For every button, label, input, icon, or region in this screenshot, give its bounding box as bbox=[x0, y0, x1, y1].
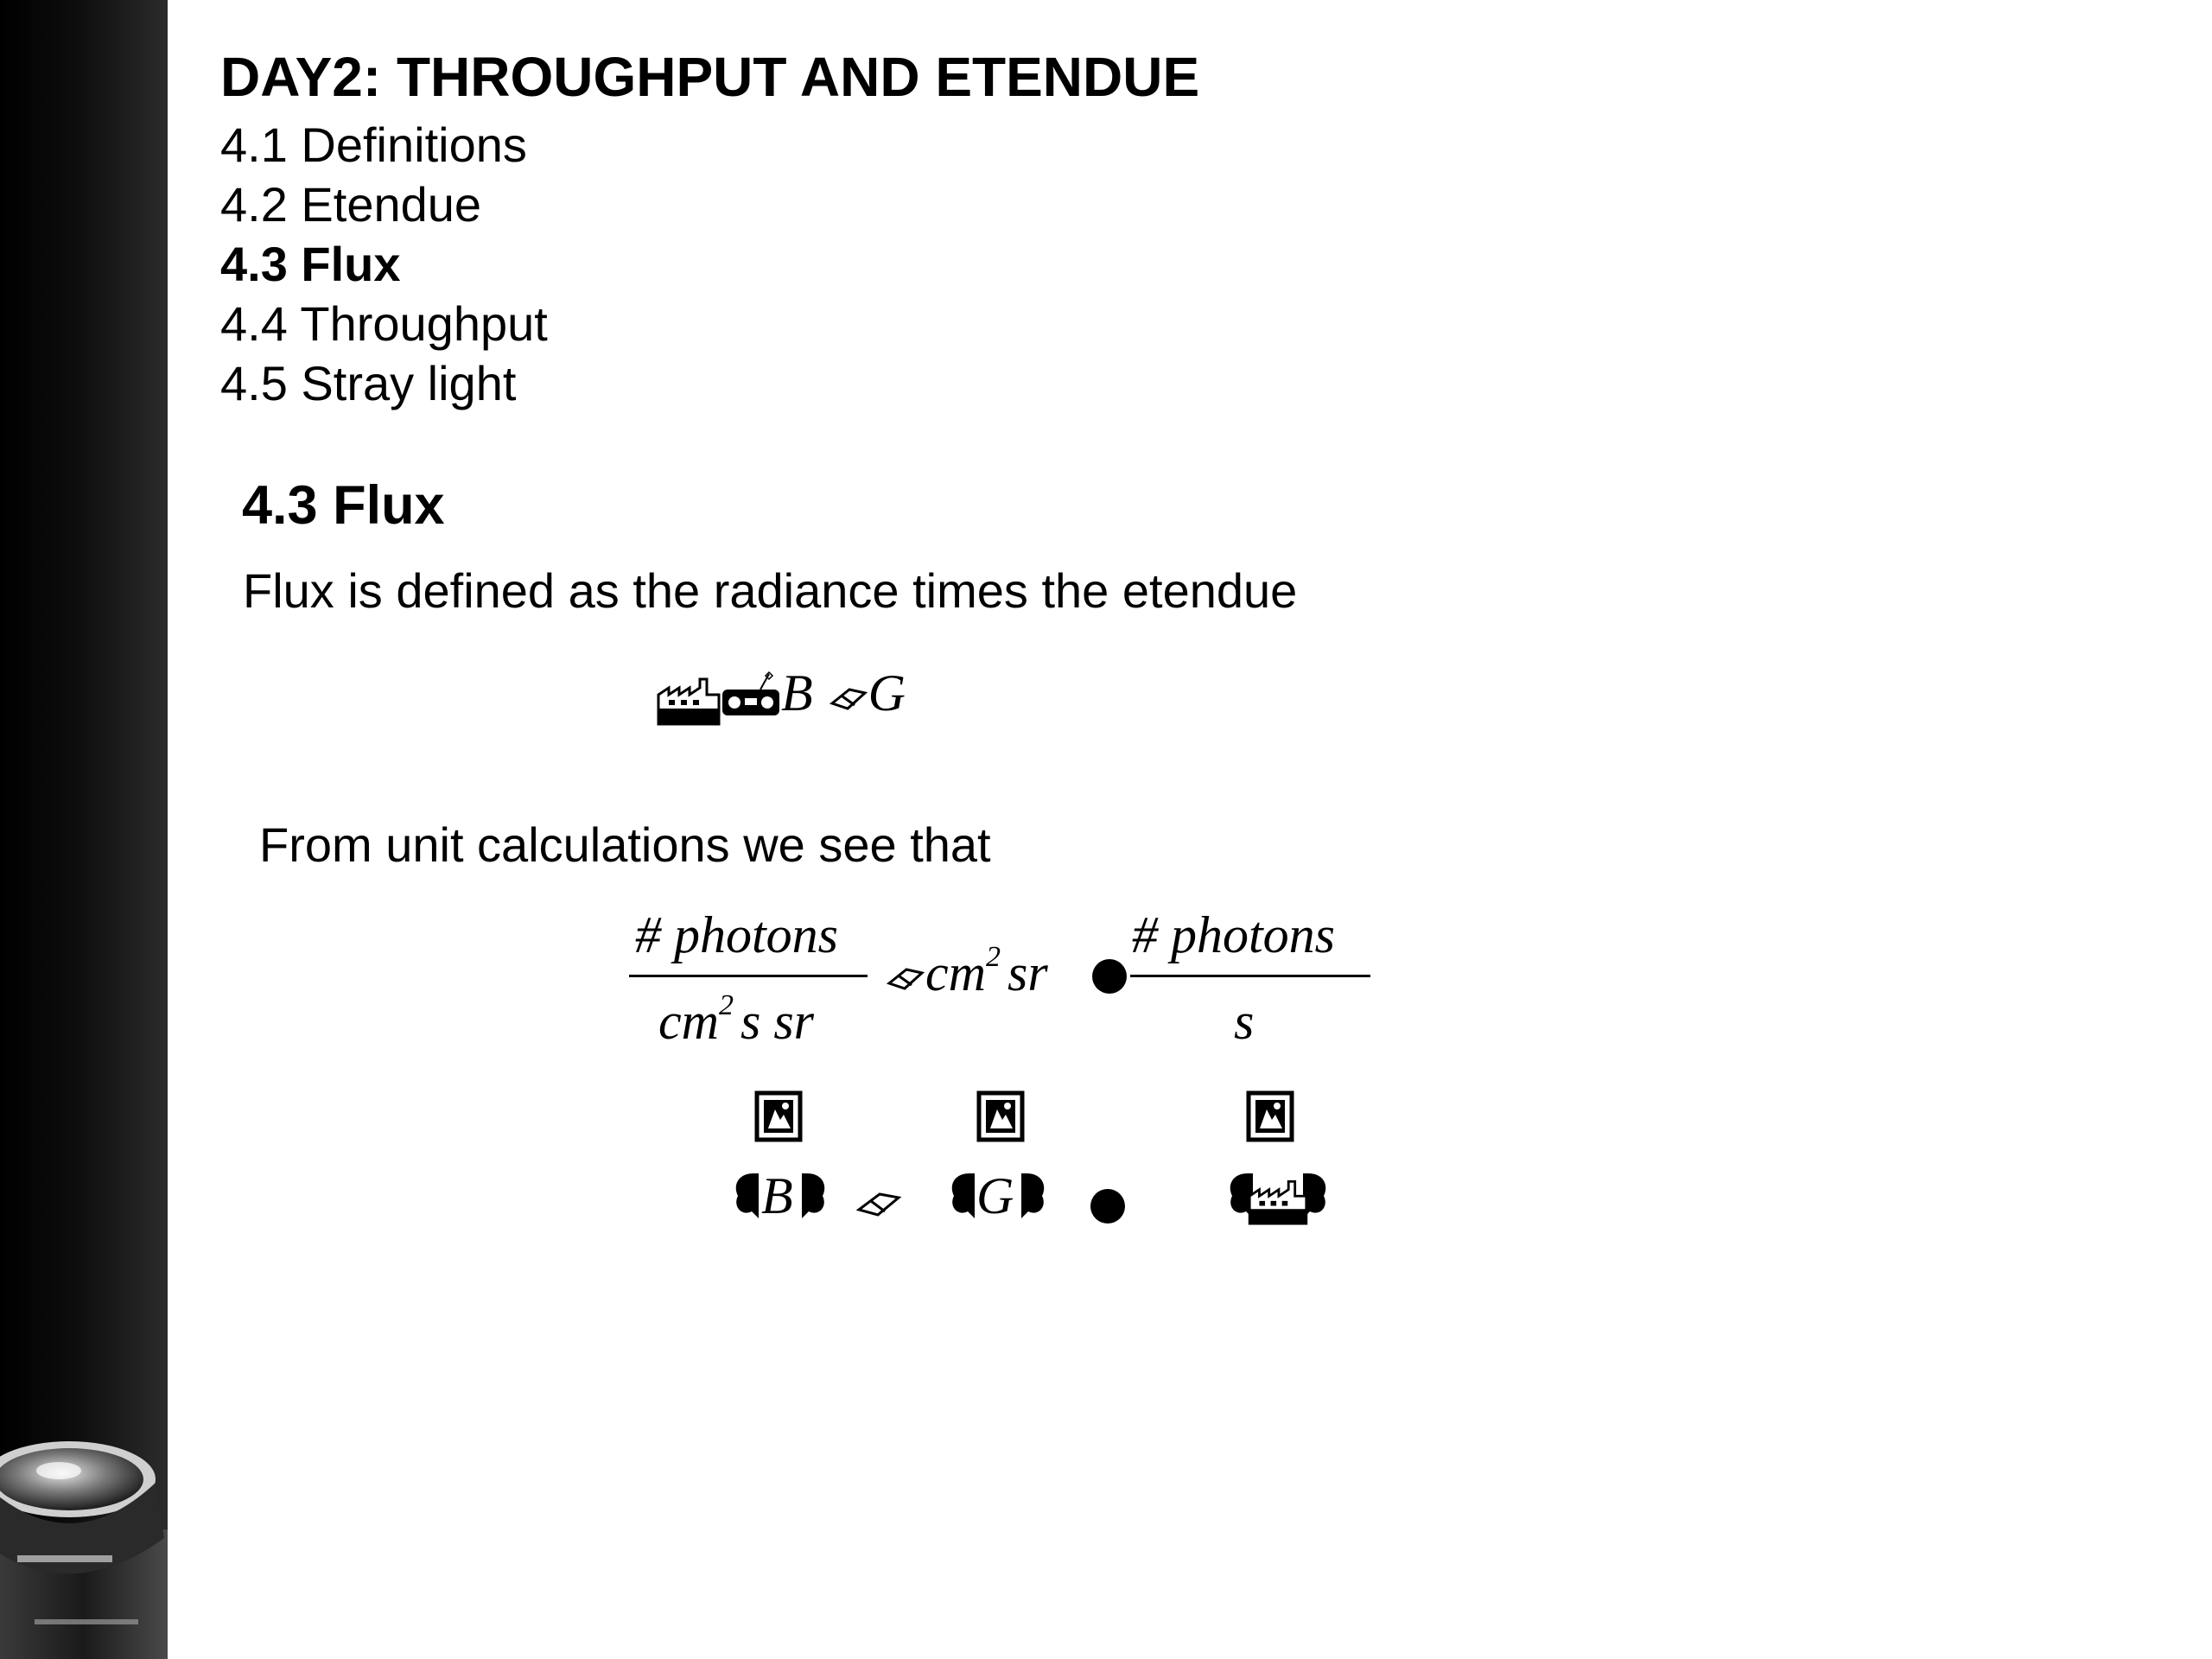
right-denominator: s bbox=[1234, 993, 1255, 1050]
var-g: G bbox=[868, 664, 906, 721]
left-fraction-bar bbox=[629, 975, 868, 977]
flux-equation bbox=[657, 664, 906, 733]
toc-item: 4.5 Stray light bbox=[220, 356, 517, 410]
table-of-contents bbox=[220, 118, 548, 416]
var-b: B bbox=[761, 1167, 793, 1224]
right-numerator: # photons bbox=[1132, 906, 1336, 963]
unit-calculation-text: From unit calculations we see that bbox=[259, 817, 991, 872]
toc-item: 4.4 Throughput bbox=[220, 296, 548, 351]
left-numerator: # photons bbox=[635, 906, 839, 963]
multiply-icon bbox=[855, 1184, 904, 1224]
camera-lens-icon bbox=[0, 1434, 168, 1659]
var-b: B bbox=[781, 664, 813, 721]
multiply-icon bbox=[829, 681, 868, 715]
picture-frame-icon bbox=[976, 1090, 1025, 1142]
middle-term: $cm^2$ sr bbox=[886, 944, 1048, 1003]
slide-title: DAY2: THROUGHPUT AND ETENDUE bbox=[220, 46, 1200, 108]
picture-frame-icon bbox=[1246, 1090, 1294, 1142]
toc-item-current: 4.3 Flux bbox=[220, 237, 401, 291]
factory-icon bbox=[657, 671, 721, 726]
sidebar-gradient bbox=[0, 0, 168, 1659]
radio-icon bbox=[721, 671, 781, 726]
factory-icon bbox=[1248, 1173, 1308, 1225]
multiply-icon bbox=[886, 961, 925, 995]
picture-frame-icon bbox=[754, 1090, 803, 1142]
definition-text: Flux is defined as the radiance times the etendue bbox=[243, 563, 1298, 618]
toc-item: 4.2 Etendue bbox=[220, 177, 482, 232]
left-denominator: $cm^2$ s sr bbox=[658, 989, 815, 1050]
right-fraction-bar bbox=[1130, 975, 1370, 977]
dot-icon bbox=[1090, 1189, 1125, 1224]
var-g: G bbox=[976, 1167, 1014, 1224]
toc-item: 4.1 Definitions bbox=[220, 118, 527, 172]
dot-icon bbox=[1092, 959, 1127, 994]
section-heading: 4.3 Flux bbox=[242, 475, 445, 536]
